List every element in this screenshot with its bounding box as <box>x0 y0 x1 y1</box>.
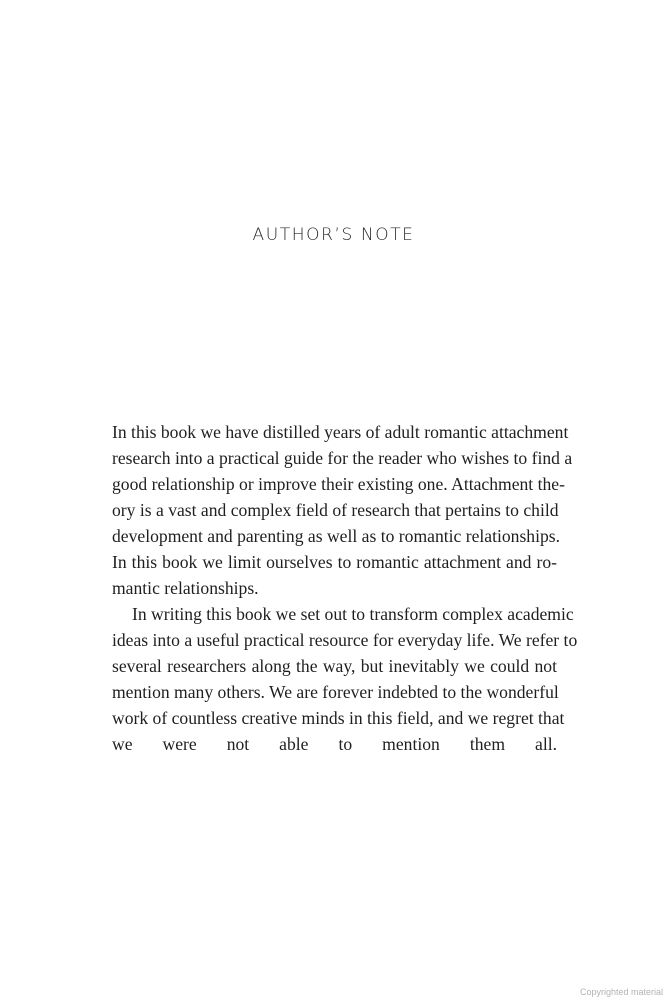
text-line <box>112 757 557 783</box>
page-title: AUTHOR’S NOTE <box>252 225 415 245</box>
text-line: development and parenting as well as to romantic relationships. <box>112 526 561 546</box>
text-line: mention many others. We are forever indebted to the wonderful <box>112 682 559 702</box>
text-line: good relationship or improve their existing one. Attachment the- <box>112 474 565 494</box>
text-line: mantic relationships. <box>112 578 259 598</box>
text-line: research into a practical guide for the reader who wishes to find a <box>112 448 573 468</box>
text-line: ideas into a useful practical resource for everyday life. We refer to <box>112 630 578 650</box>
text-line: we were not able to mention them all. <box>112 734 557 754</box>
text-line: In this book we limit ourselves to romantic attachment and ro- <box>112 552 557 572</box>
text-line: several researchers along the way, but inevitably we could not <box>112 656 557 676</box>
copyright-watermark: Copyrighted material <box>579 987 663 997</box>
paragraph-1 <box>112 419 573 601</box>
paragraph-2 <box>112 601 578 783</box>
body-text <box>112 419 578 783</box>
text-line: In this book we have distilled years of adult romantic attachment <box>112 422 569 442</box>
text-line: In writing this book we set out to transform complex academic <box>132 604 574 624</box>
text-line: work of countless creative minds in this field, and we regret that <box>112 708 565 728</box>
text-line: ory is a vast and complex field of research that pertains to child <box>112 500 559 520</box>
